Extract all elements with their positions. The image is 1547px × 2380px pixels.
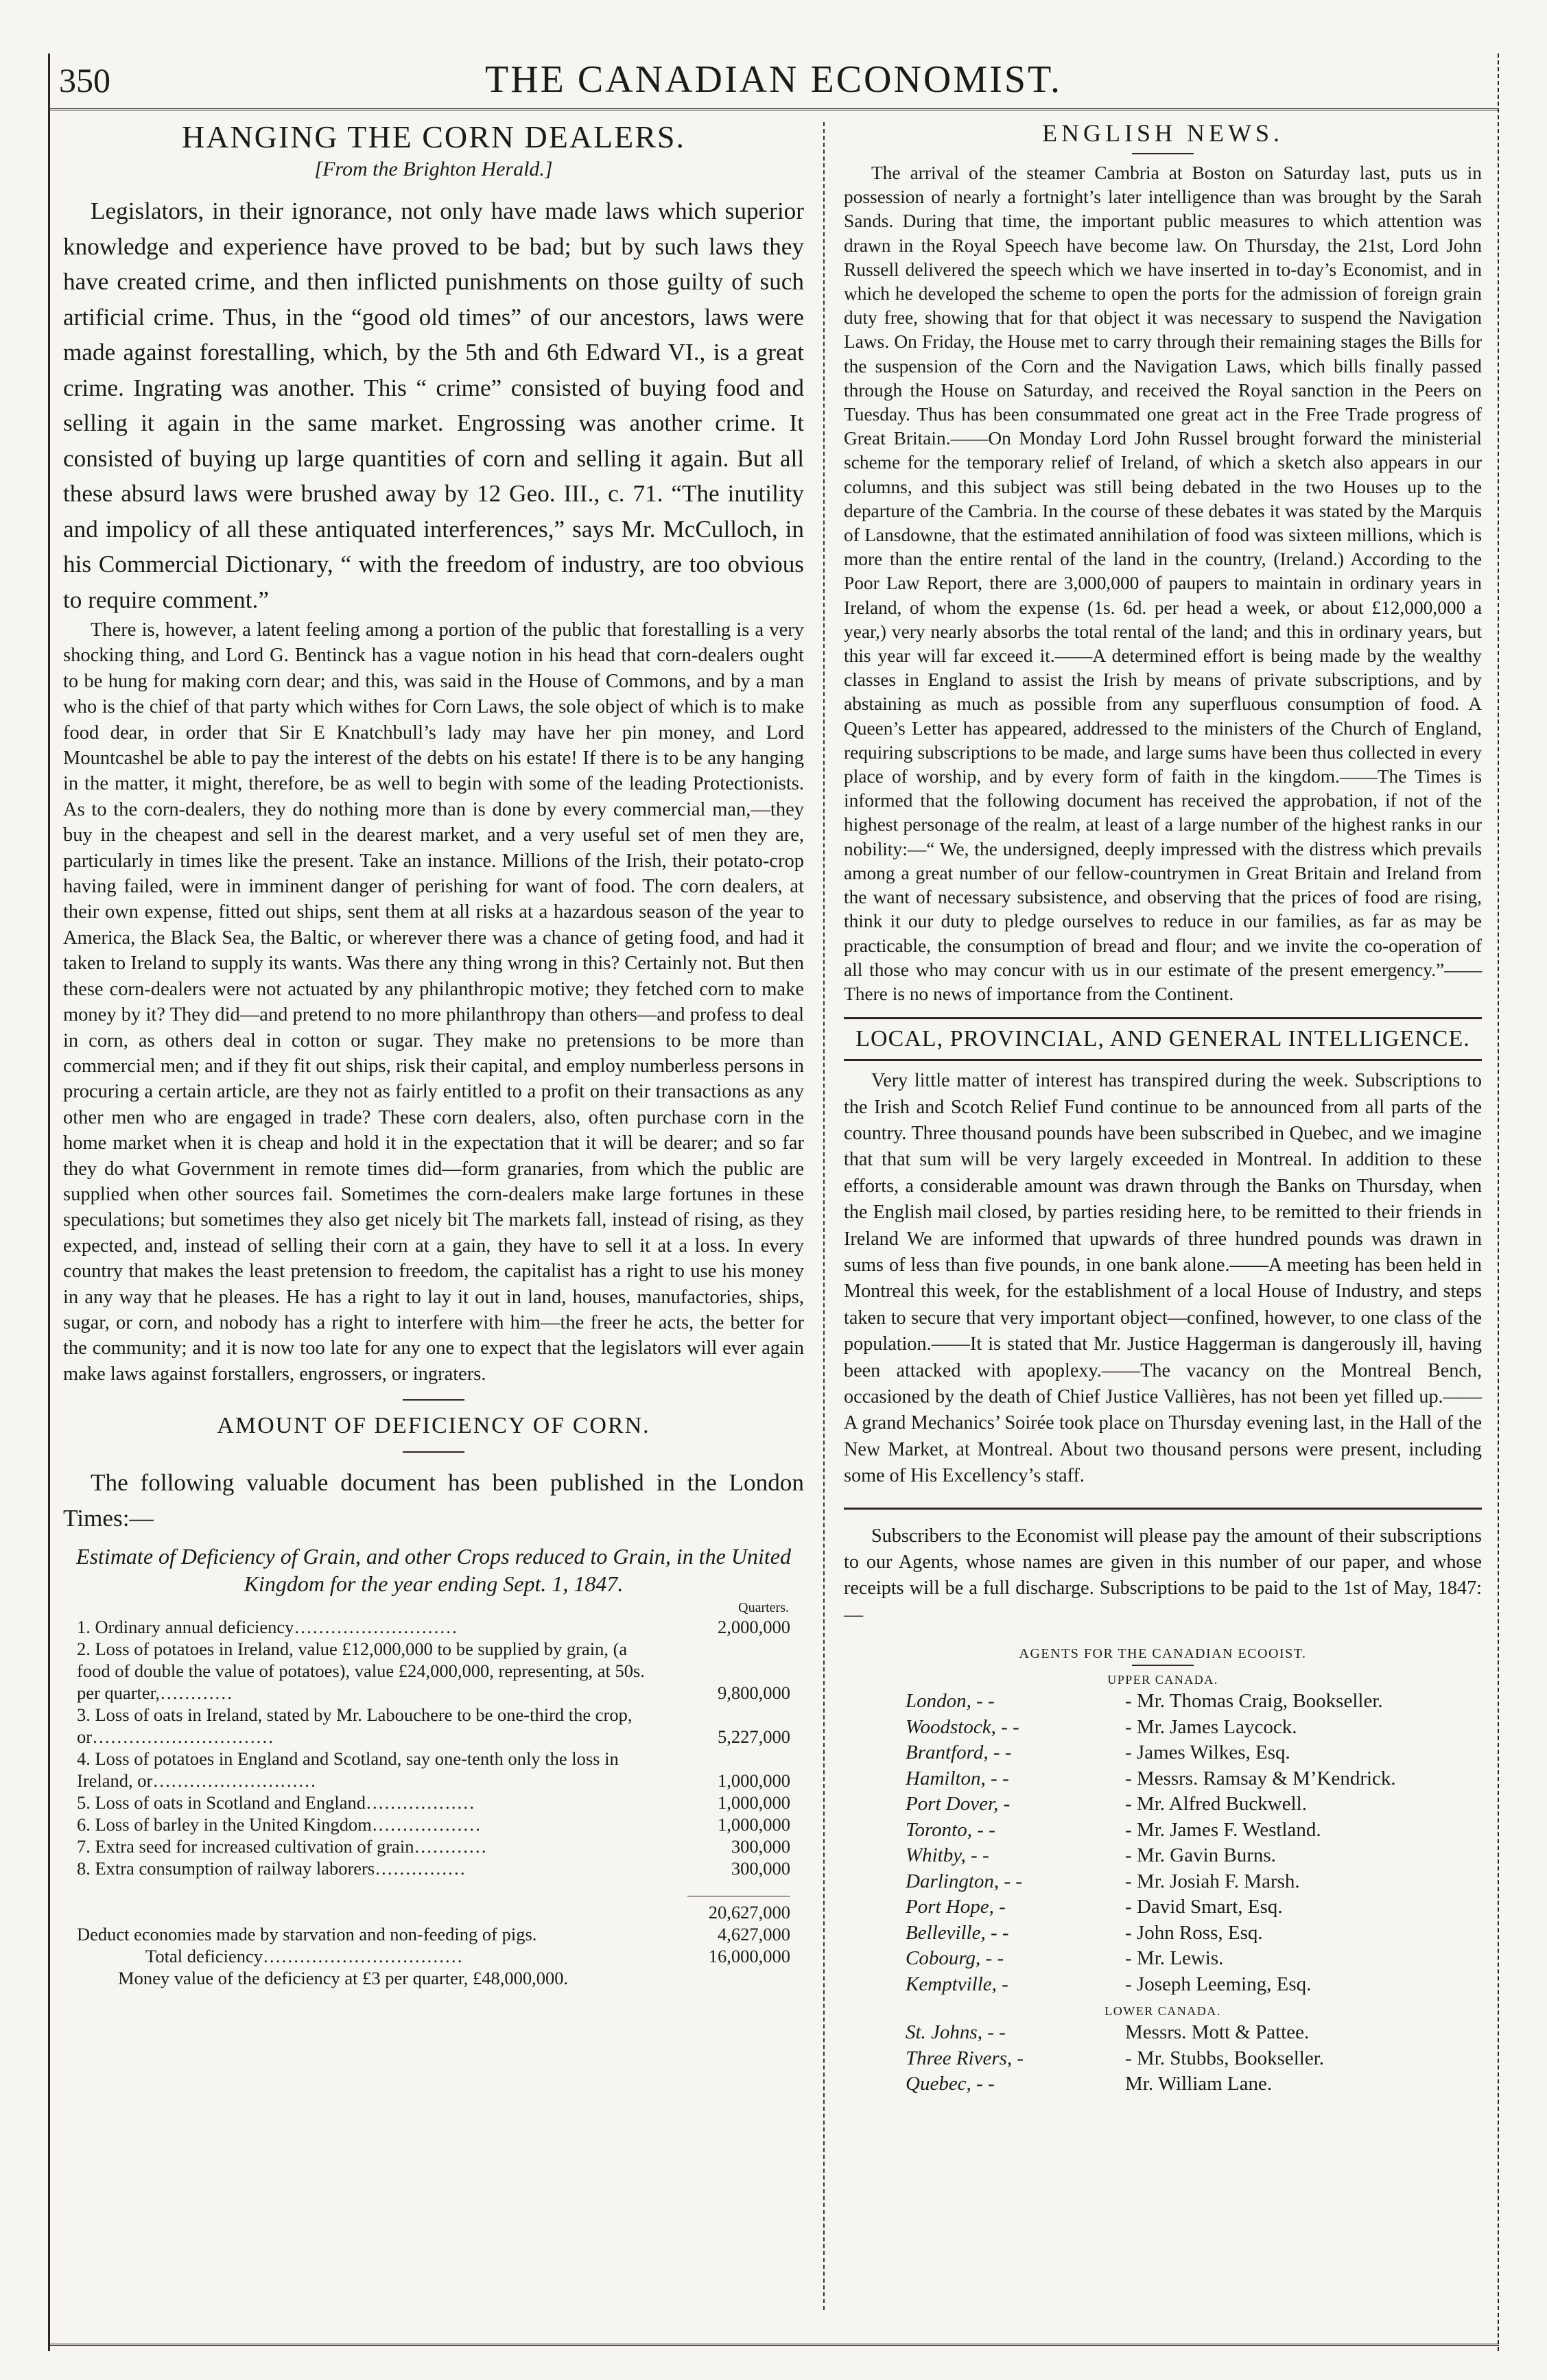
section-rule — [844, 1059, 1482, 1061]
total-text: Total deficiency…………………………… — [145, 1946, 463, 1967]
page-number: 350 — [59, 61, 110, 99]
deficiency-row — [63, 1835, 804, 1857]
agent-place: Whitby, - - — [906, 1844, 989, 1867]
deficiency-row — [63, 1748, 804, 1792]
agent-row — [844, 1946, 1482, 1972]
section-rule — [844, 1508, 1482, 1510]
agent-row — [844, 1869, 1482, 1895]
deficiency-item-value: 2,000,000 — [718, 1617, 790, 1638]
local-body: Very little matter of interest has transpired during the week. Subscriptions to the Irish and Scotch Relief Fund continue to be announced from all parts of the country. Three thousand pounds have been subscribed in Quebec, and we imagine that that sum will be very largely exceeded in Montreal. In addition to these efforts, a considerable amount was drawn through the Banks on Thursday, when the English mail closed, by parties residing here, to be remitted to their friends in Ireland We are informed that upwards of three hundred pounds was drawn in sums of less than five pounds, in one bank alone.——A meeting has been held in Montreal this week, for the establishment of a local House of Industry, and steps taken to secure that very important object—confined, however, to one class of the population.——It is stated that Mr. Justice Haggerman is dangerously ill, having been attacked with apoplexy.——The vacancy on the Montreal Bench, occasioned by the death of Chief Justice Vallières, has not been yet filled up.——A grand Mechanics’ Soirée took place on Thursday evening last, in the Hall of the New Market, at Montreal. About two thousand persons were present, including some of His Excellency’s staff. — [844, 1070, 1482, 1487]
lower-agents-list — [844, 2020, 1482, 2097]
column-divider — [823, 122, 825, 2310]
deficiency-item-value: 1,000,000 — [718, 1792, 790, 1813]
deficiency-intro: The following valuable document has been published in the London Times:— — [63, 1469, 804, 1532]
agents-title: AGENTS FOR THE CANADIAN ECOOIST. — [1019, 1646, 1307, 1662]
deduct-row — [63, 1923, 804, 1945]
deficiency-row — [63, 1813, 804, 1835]
agent-name: - James Wilkes, Esq. — [1125, 1741, 1290, 1764]
agent-row — [844, 1894, 1482, 1920]
agent-row — [844, 1972, 1482, 1998]
agent-row — [844, 2046, 1482, 2072]
deficiency-row — [63, 1704, 804, 1748]
agent-name: - Mr. James Laycock. — [1125, 1715, 1297, 1738]
deficiency-item-text: 3. Loss of oats in Ireland, stated by Mr. Labouchere to be one-third the crop, or………………………… — [77, 1704, 633, 1748]
deficiency-item-text: 7. Extra seed for increased cultivation of grain………… — [77, 1836, 487, 1857]
left-column — [63, 119, 804, 1989]
section-rule — [1132, 153, 1194, 154]
bottom-rule — [48, 2344, 1499, 2346]
deficiency-item-value: 1,000,000 — [718, 1814, 790, 1835]
agent-row — [844, 1715, 1482, 1741]
money-text: Money value of the deficiency at £3 per quarter, £48,000,000. — [118, 1968, 569, 1989]
region-lower-canada: LOWER CANADA. — [1105, 2004, 1221, 2019]
deficiency-item-text: 6. Loss of barley in the United Kingdom……………… — [77, 1814, 481, 1835]
agent-place: Toronto, - - — [906, 1818, 995, 1841]
section-rule — [403, 1451, 464, 1453]
agent-place: Cobourg, - - — [906, 1947, 1004, 1970]
deficiency-item-value: 1,000,000 — [718, 1770, 790, 1792]
agent-row — [844, 1766, 1482, 1792]
subtotal-value: 20,627,000 — [708, 1902, 790, 1923]
deficiency-item-value: 9,800,000 — [718, 1682, 790, 1704]
deficiency-item-value: 300,000 — [731, 1858, 790, 1879]
agent-place: Port Hope, - — [906, 1896, 1006, 1918]
total-row — [63, 1945, 804, 1967]
agent-place: London, - - — [906, 1690, 995, 1713]
deficiency-row — [63, 1616, 804, 1638]
agent-name: - Mr. Alfred Buckwell. — [1125, 1793, 1307, 1816]
subscribers-notice: Subscribers to the Economist will please pay the amount of their subscriptions to our Agents, whose names are given in this number of our paper, and whose receipts will be a full discharge. Subscriptions to be paid to the 1st of May, 1847:— — [844, 1525, 1482, 1626]
article-source: [From the Brighton Herald.] — [314, 158, 553, 180]
agent-row — [844, 1843, 1482, 1869]
deficiency-item-text: 4. Loss of potatoes in England and Scotland, say one-tenth only the loss in Ireland, or……………………… — [77, 1748, 619, 1792]
english-news-body: The arrival of the steamer Cambria at Boston on Saturday last, puts us in possession of nearly a fortnight’s later intelligence than was brought by the Sarah Sands. During that time, the important public measures to which attention was drawn in the Royal Speech have become law. On Thursday, the 21st, Lord John Russell delivered the speech which we have inserted in to-day’s Economist, and in which he developed the scheme to open the ports for the admission of foreign grain duty free, showing that for that object it was necessary to suspend the Navigation Laws. On Friday, the House met to carry through their remaining stages the Bills for the suspension of the Corn and the Navigation Laws, which bills finally passed through the House on Saturday, and received the Royal sanction in the Peers on Tuesday. Thus has been consummated one great act in the Free Trade progress of Great Britain.——On Monday Lord John Russel brought forward the ministerial scheme for the temporary relief of Ireland, of which a sketch also appears in our columns, and this subject was still being debated in the two Houses up to the departure of the Cambria. In the course of these debates it was stated by the Marquis of Lansdowne, that the estimated annihilation of food was sixteen millions, which is more than the entire rental of the land in the country, (Ireland.) According to the Poor Law Report, there are 3,000,000 of paupers to maintain in ordinary years in Ireland, of whom the expense (1s. 6d. per head a week, or about £12,000,000 a year,) very nearly absorbs the total rental of the land; and this in ordinary years, but this year will far exceed it.——A determined effort is being made by the wealthy classes in England to assist the Irish by means of private subscriptions, and by abstaining as much as possible from any superfluous consumption of food. A Queen’s Letter has appeared, addressed to the ministers of the Church of England, requiring subscriptions to be made, and large sums have been thus collected in every place of worship, and by every form of faith in the kingdom.——The Times is informed that the following document has received the approbation, if not of the highest personage of the realm, at least of a large number of the highest ranks in our nobility:—“ We, the undersigned, deeply impressed with the distress which prevails among a great number of our fellow-countrymen in Great Britain and Ireland from the want of necessary subsistence, and observing that the prices of food are rising, think it our duty to pledge ourselves to reduce in our families, as far as may be practicable, the consumption of bread and flour; and we invite the co-operation of all those who may concur with us in our estimate of the present emergency.”——There is no news of importance from the Continent. — [844, 163, 1482, 1004]
page-header — [48, 53, 1499, 110]
right-column — [844, 119, 1482, 2097]
agent-name: - Mr. Thomas Craig, Bookseller. — [1125, 1690, 1383, 1713]
agent-name: Mr. William Lane. — [1125, 2073, 1273, 2095]
article-paragraph-2: There is, however, a latent feeling among a portion of the public that forestalling is a very shocking thing, and Lord G. Bentinck has a vague notion in his head that corn-dealers ought to be hung for making corn dear; and this, was said in the House of Commons, and by a man who is the chief of that party which withes for Corn Laws, the sole object of which is to make food dear, in order that Sir E Knatchbull’s lady may have her pin money, and Lord Mountcashel be able to pay the interest of the debts on his estate! If there is to be any hanging in the matter, it might, therefore, be as well to begin with some of the leading Protectionists. As to the corn-dealers, they do nothing more than is done by every commercial man,—they buy in the cheapest and sell in the dearest market, and a very useful set of men they are, particularly in times like the present. Take an instance. Millions of the Irish, their potato-crop having failed, were in imminent danger of perishing for want of food. The corn dealers, at their own expense, fitted out ships, sent them at all risks at a hazardous season of the year to America, the Black Sea, the Baltic, or wherever there was a chance of geting food, and had it taken to Ireland to supply its wants. Was there any thing wrong in this? Certainly not. But then these corn-dealers were not actuated by any philanthropic motive; they fetched corn to make money by it? They did—and pretend to no more philanthropy than others—and profess to deal in corn, as others deal in cotton or sugar. They make no pretensions to be more than commercial men; and if they fit out ships, risk their capital, and employ numberless persons in procuring a certain article, are they not as fairly entitled to a profit on their transactions as any other men who are engaged in trade? These corn dealers, also, often purchase corn in the home market when it is cheap and hold it in the expectation that it will be dearer; and so far they do what Government in remote times did—form granaries, from which the public are supplied when other sources fail. Sometimes the corn-dealers make large fortunes in these speculations; but sometimes they also get nicely bit The markets fall, instead of rising, as they expected, and, instead of selling their corn at a gain, they have to sell it at a loss. In every country that makes the least pretension to freedom, the capitalist has a right to use his money in any way that he pleases. He has a right to lay it out in land, houses, manufactories, ships, sugar, or corn, and nobody has a right to interfere with him—the freer he acts, the better for the community; and it is now too late for any one to expect that the legislators will ever again make laws against forstallers, engrossers, or ingraters. — [63, 619, 804, 1385]
deficiency-item-value: 300,000 — [731, 1836, 790, 1857]
agent-name: - Mr. Lewis. — [1125, 1947, 1224, 1970]
agent-name: - Mr. Josiah F. Marsh. — [1125, 1870, 1300, 1892]
agent-place: Kemptville, - — [906, 1973, 1008, 1995]
masthead: THE CANADIAN ECONOMIST. — [484, 58, 1063, 101]
agent-place: St. Johns, - - — [906, 2021, 1006, 2044]
agent-row — [844, 1740, 1482, 1766]
estimate-title: Estimate of Deficiency of Grain, and other Crops reduced to Grain, in the United Kingdom for the year ending Sept. 1, 1847. — [76, 1544, 791, 1597]
agent-name: - Mr. Stubbs, Bookseller. — [1125, 2047, 1325, 2069]
deficiency-row — [63, 1857, 804, 1879]
deficiency-item-text: 2. Loss of potatoes in Ireland, value £12,000,000 to be supplied by grain, (a food of double the value of potatoes), value £24,000,000, representing, at 50s. per quarter,………… — [77, 1639, 645, 1704]
section-rule — [844, 1017, 1482, 1019]
agent-place: Woodstock, - - — [906, 1715, 1019, 1738]
deduct-value: 4,627,000 — [718, 1924, 790, 1945]
region-upper-canada: UPPER CANADA. — [1107, 1673, 1218, 1687]
agent-row — [844, 2020, 1482, 2046]
right-border — [1498, 53, 1499, 2351]
agent-name: - Messrs. Ramsay & M’Kendrick. — [1125, 1767, 1396, 1789]
deficiency-table — [63, 1616, 804, 1989]
agent-row — [844, 1689, 1482, 1715]
agent-name: - Mr. Gavin Burns. — [1125, 1844, 1276, 1867]
agent-place: Brantford, - - — [906, 1741, 1012, 1764]
article-title-deficiency: AMOUNT OF DEFICIENCY OF CORN. — [217, 1413, 650, 1439]
deficiency-item-text: 8. Extra consumption of railway laborers…………… — [77, 1858, 466, 1879]
section-rule — [403, 1399, 464, 1401]
deficiency-item-text: 5. Loss of oats in Scotland and England……………… — [77, 1792, 475, 1813]
agent-name: - John Ross, Esq. — [1125, 1921, 1263, 1944]
deficiency-item-value: 5,227,000 — [718, 1726, 790, 1748]
agent-name: Messrs. Mott & Pattee. — [1125, 2021, 1310, 2044]
agent-name: - David Smart, Esq. — [1125, 1896, 1283, 1918]
quarters-header: Quarters. — [738, 1600, 789, 1616]
agent-row — [844, 1920, 1482, 1947]
agent-place: Belleville, - - — [906, 1921, 1009, 1944]
money-row — [63, 1967, 804, 1989]
total-value: 16,000,000 — [708, 1946, 790, 1967]
deficiency-row — [63, 1792, 804, 1813]
agent-row — [844, 1818, 1482, 1844]
newspaper-page — [48, 33, 1499, 2351]
article-title-english-news: ENGLISH NEWS. — [1042, 119, 1284, 147]
agent-name: - Mr. James F. Westland. — [1125, 1818, 1321, 1841]
agent-row — [844, 1792, 1482, 1818]
agent-place: Port Dover, - — [906, 1793, 1011, 1816]
agent-place: Quebec, - - — [906, 2073, 995, 2095]
agent-place: Three Rivers, - — [906, 2047, 1024, 2069]
deficiency-item-text: 1. Ordinary annual deficiency……………………… — [77, 1617, 458, 1638]
section-rule — [1132, 1665, 1194, 1666]
deficiency-row — [63, 1638, 804, 1704]
article-title-local: LOCAL, PROVINCIAL, AND GENERAL INTELLIGENCE. — [855, 1026, 1470, 1052]
agent-place: Hamilton, - - — [906, 1767, 1009, 1789]
article-paragraph-1: Legislators, in their ignorance, not only have made laws which superior knowledge and experience have proved to be bad; but by such laws they have created crime, and then inflicted punishments on those guilty of such artificial crime. Thus, in the “good old times” of our ancestors, laws were made against forestalling, which, by the 5th and 6th Edward VI., is a great crime. Ingrating was another. This “ crime” consisted of buying food and selling it again in the same market. Engrossing was another crime. It consisted of buying up large quantities of corn and selling it again. But all these absurd laws were brushed away by 12 Geo. III., c. 71. “The inutility and impolicy of all these antiquated interferences,” says Mr. McCulloch, in his Commercial Dictionary, “ with the freedom of industry, are too obvious to require comment.” — [63, 198, 804, 613]
article-title-hanging: HANGING THE CORN DEALERS. — [181, 119, 686, 154]
upper-agents-list — [844, 1689, 1482, 1997]
agent-name: - Joseph Leeming, Esq. — [1125, 1973, 1312, 1995]
left-border — [48, 53, 50, 2351]
subtotal-row — [63, 1879, 804, 1923]
deduct-text: Deduct economies made by starvation and non-feeding of pigs. — [77, 1924, 537, 1945]
agent-row — [844, 2071, 1482, 2097]
agent-place: Darlington, - - — [906, 1870, 1022, 1892]
